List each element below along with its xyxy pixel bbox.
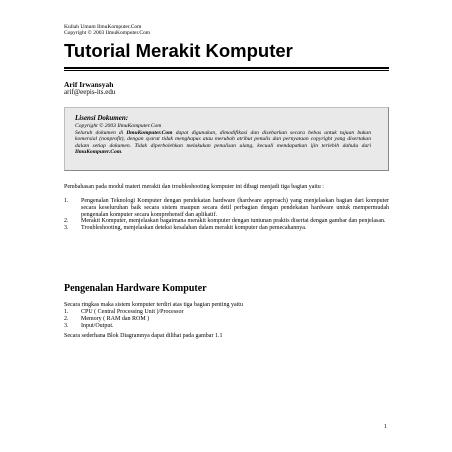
list-item: 3. Troubleshooting, menjelaskan deteksi kesalahan dalam merakit komputer dan pemecahannya.: [64, 225, 307, 232]
page-number: 1: [384, 424, 387, 430]
license-copyright: Copyright © 2003 IlmuKomputer.Com: [75, 123, 162, 129]
diagram-reference: Secara sederhana Blok Diagramnya dapat dilihat pada gambar 1.1: [64, 333, 223, 339]
author-name: Arif Irwansyah: [64, 80, 114, 89]
list-item: 1. CPU ( Central Processing Unit )/Processor: [64, 309, 184, 315]
intro-paragraph: Pembahasan pada modul materi merakit dan troubleshooting komputer ini dibagi menjadi tiga bagian yaitu :: [64, 184, 324, 190]
title-rule-thin: [64, 70, 389, 71]
license-site-name: IlmuKomputer.Com: [75, 149, 122, 156]
license-box: [64, 107, 389, 171]
header-copyright-line: Copyright © 2003 IlmuKomputer.Com: [64, 30, 151, 36]
list-item: 2. Merakit Komputer, menjelaskan bagaimana merakit komputer dengan tuntunan praktis disertai dengan gambar dan penjelasan.: [64, 218, 386, 225]
author-email[interactable]: arif@eepis-its.edu: [64, 88, 116, 96]
list-item: 2. Memory ( RAM dan ROM ): [64, 315, 150, 322]
license-text: [75, 123, 371, 156]
intro-list: [64, 198, 389, 232]
section-title: Pengenalan Hardware Komputer: [64, 283, 207, 294]
title-rule-thick: [64, 67, 389, 69]
license-body: Seluruh dokumen di IlmuKomputer.Com dapat digunakan, dimodifikasi dan disebarkan secara bebas untuk tujuan bukan komersial (nonprofit), dengan syarat tidak menghapus atau merubah atribut penulis dan pernyataan copyright yang disertakan dalam setiap dokumen. Tidak diperbolehkan melakukan penulisan ulang, kecuali mendapatkan ijin terlebih dahulu dari IlmuKomputer.Com.: [75, 129, 371, 156]
components-list: [64, 309, 389, 329]
section-paragraph: Secara ringkas maka sistem komputer terdiri atas tiga bagian penting yaitu: [64, 302, 243, 308]
license-title: Lisensi Dokumen:: [75, 114, 129, 122]
document-title: Tutorial Merakit Komputer: [64, 40, 293, 61]
list-item: 1. Pengenalan Teknologi Komputer dengan pendekatan hardware (hardware approach) yang menjelaskan bagian dari komputer secara keseluruhan baik secara sistem maupun secara detil perbagian dengan pendekatan hardware untuk mempermudah pengenalan komputer secara komprehensif dan aplikatif.: [64, 198, 389, 218]
header-course-line: Kuliah Umum IlmuKomputer.Com: [64, 24, 142, 30]
list-item: 3. Input/Output.: [64, 322, 114, 329]
license-site-name: IlmuKomputer.Com: [126, 129, 173, 136]
